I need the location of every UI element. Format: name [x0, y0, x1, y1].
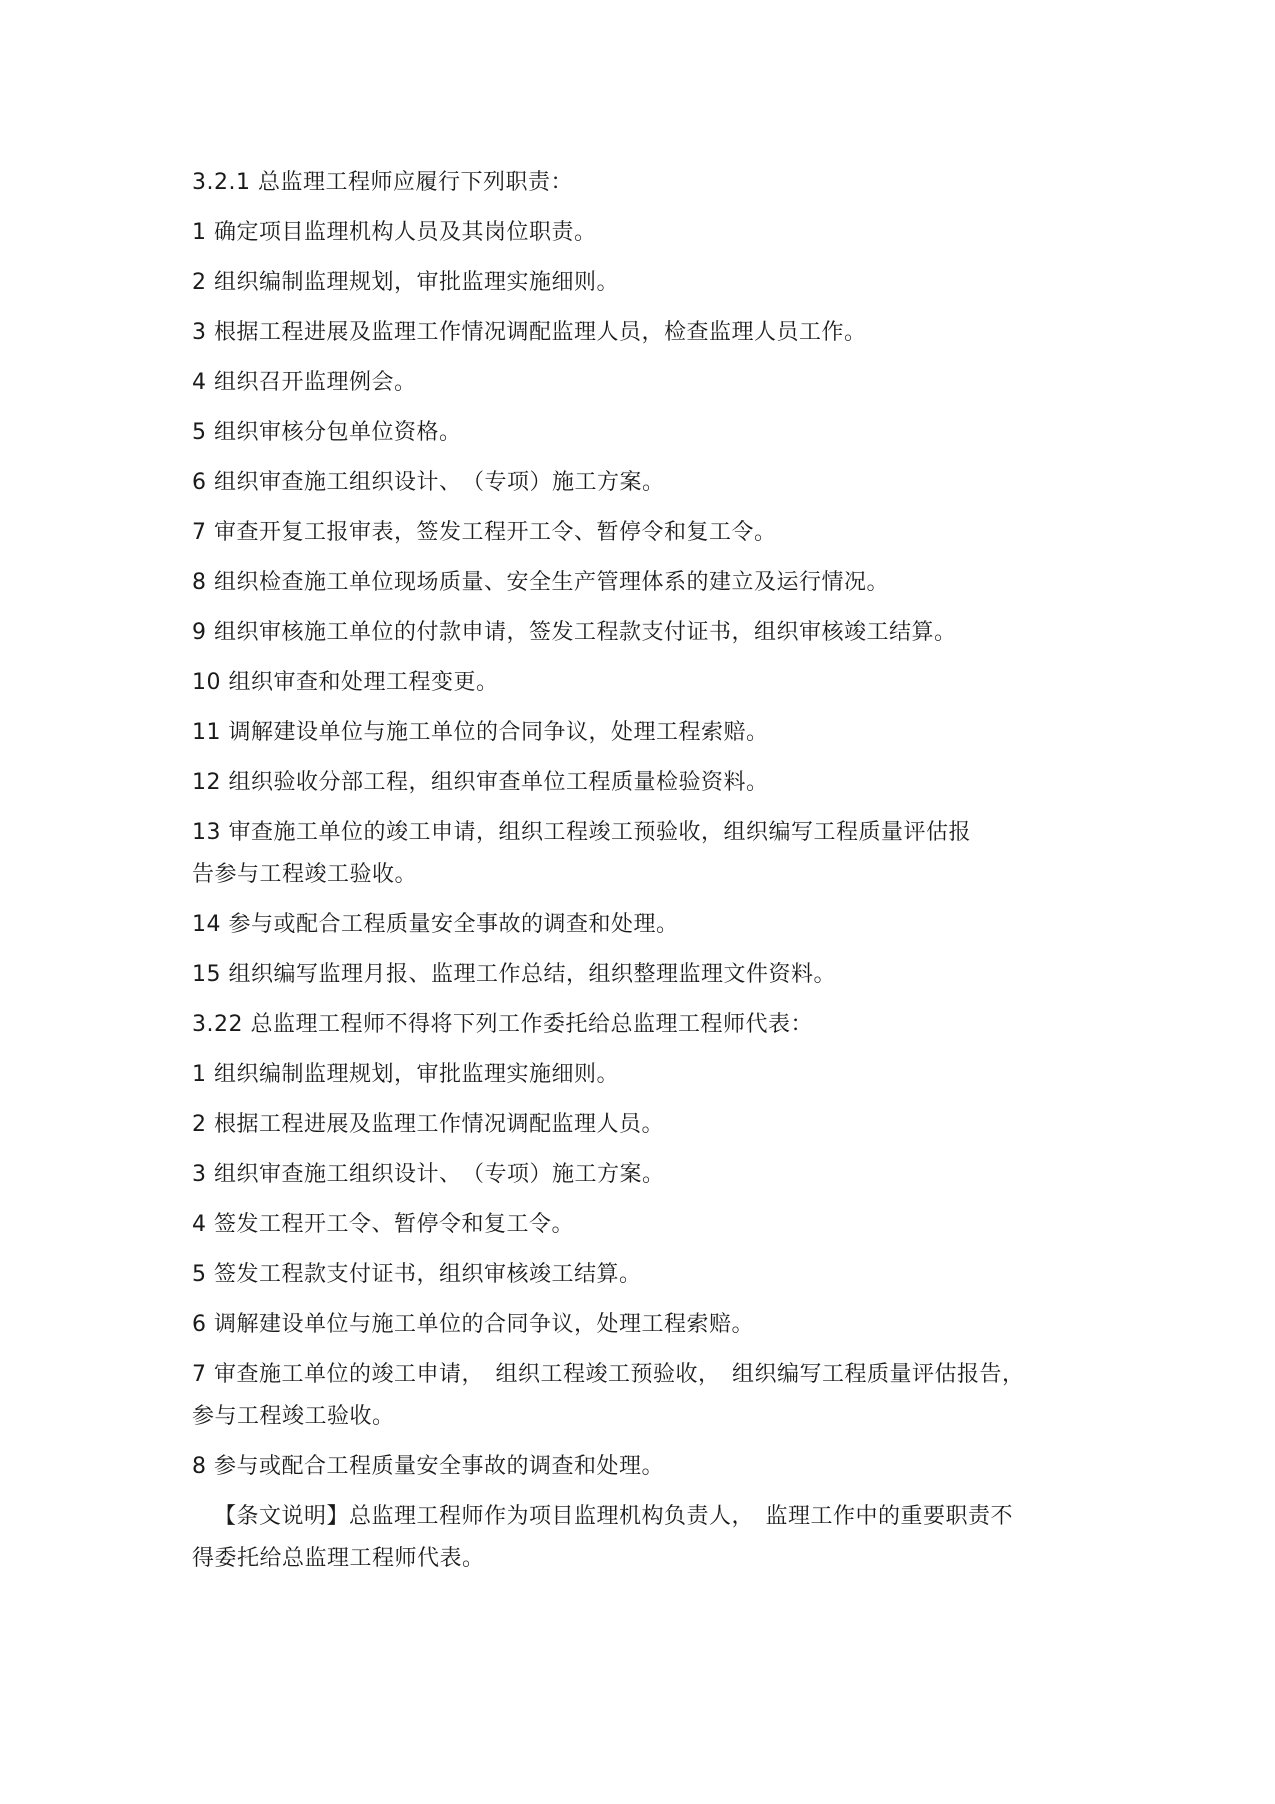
- explanation-note-continued: 得委托给总监理工程师代表。: [192, 1546, 485, 1571]
- duty-item-14: 14 参与或配合工程质量安全事故的调查和处理。: [192, 912, 679, 937]
- restricted-item-2: 2 根据工程进展及监理工作情况调配监理人员。: [192, 1112, 664, 1137]
- restricted-item-7-continued: 参与工程竣工验收。: [192, 1404, 395, 1429]
- explanation-note: 【条文说明】总监理工程师作为项目监理机构负责人， 监理工作中的重要职责不: [214, 1504, 1014, 1529]
- duty-item-8: 8 组织检查施工单位现场质量、安全生产管理体系的建立及运行情况。: [192, 570, 889, 595]
- duty-item-1: 1 确定项目监理机构人员及其岗位职责。: [192, 220, 597, 245]
- duty-item-5: 5 组织审核分包单位资格。: [192, 420, 462, 445]
- duty-item-7: 7 审查开复工报审表，签发工程开工令、暂停令和复工令。: [192, 520, 777, 545]
- duty-item-13-continued: 告参与工程竣工验收。: [192, 862, 418, 887]
- duty-item-11: 11 调解建设单位与施工单位的合同争议，处理工程索赔。: [192, 720, 769, 745]
- duty-item-3: 3 根据工程进展及监理工作情况调配监理人员，检查监理人员工作。: [192, 320, 867, 345]
- duty-item-2: 2 组织编制监理规划，审批监理实施细则。: [192, 270, 619, 295]
- restricted-item-5: 5 签发工程款支付证书，组织审核竣工结算。: [192, 1262, 642, 1287]
- restricted-item-4: 4 签发工程开工令、暂停令和复工令。: [192, 1212, 574, 1237]
- duty-item-9: 9 组织审核施工单位的付款申请，签发工程款支付证书，组织审核竣工结算。: [192, 620, 957, 645]
- duty-item-12: 12 组织验收分部工程，组织审查单位工程质量检验资料。: [192, 770, 769, 795]
- duty-item-15: 15 组织编写监理月报、监理工作总结，组织整理监理文件资料。: [192, 962, 836, 987]
- duty-item-10: 10 组织审查和处理工程变更。: [192, 670, 499, 695]
- duty-item-6: 6 组织审查施工组织设计、 （专项）施工方案。: [192, 470, 665, 495]
- restricted-item-7: 7 审查施工单位的竣工申请， 组织工程竣工预验收， 组织编写工程质量评估报告，: [192, 1362, 1025, 1387]
- restricted-item-6: 6 调解建设单位与施工单位的合同争议，处理工程索赔。: [192, 1312, 754, 1337]
- restricted-item-8: 8 参与或配合工程质量安全事故的调查和处理。: [192, 1454, 664, 1479]
- restricted-item-3: 3 组织审查施工组织设计、 （专项）施工方案。: [192, 1162, 665, 1187]
- document-body: [192, 166, 1092, 1592]
- clause-3-2-1-heading: 3.2.1 总监理工程师应履行下列职责：: [192, 170, 573, 195]
- clause-3-22-heading: 3.22 总监理工程师不得将下列工作委托给总监理工程师代表：: [192, 1012, 813, 1037]
- duty-item-4: 4 组织召开监理例会。: [192, 370, 417, 395]
- restricted-item-1: 1 组织编制监理规划，审批监理实施细则。: [192, 1062, 619, 1087]
- duty-item-13: 13 审查施工单位的竣工申请，组织工程竣工预验收，组织编写工程质量评估报: [192, 820, 971, 845]
